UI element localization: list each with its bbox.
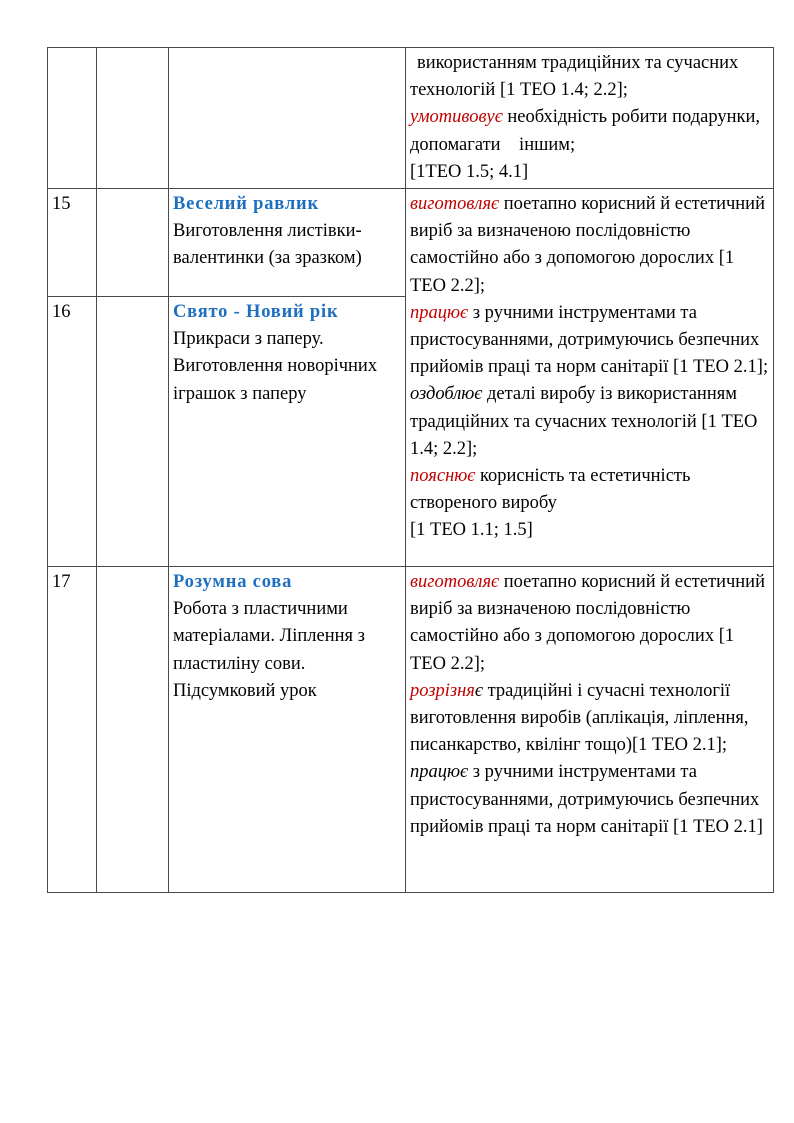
topic-title: Розумна сова [173, 572, 293, 593]
topic-cell [169, 567, 406, 893]
outcomes-cell [406, 567, 774, 893]
text-run: традиційні і сучасні технології виготовлення виробів (аплікація, ліплення, писанкарство, квілінг тощо)[1 ТЕО 2.1]; [410, 680, 754, 756]
topic-title: Свято - Новий рік [173, 302, 339, 323]
topic-cell [169, 48, 406, 189]
topic-title: Веселий равлик [173, 194, 319, 215]
lesson-number-cell: 15 [48, 189, 97, 297]
outcome-paragraph [410, 191, 769, 300]
outcome-paragraph [410, 104, 769, 158]
outcomes-cell [406, 189, 774, 567]
text-run: з ручними інструментами та пристосуваннями, дотримуючись безпечних прийомів праці та норм санітарії [1 ТЕО 2.1] [410, 762, 764, 837]
text-run: поетапно корисний й естетичний виріб за визначеною послідовністю самостійно або з допомогою дорослих [1 ТЕО 2.2]; [410, 194, 770, 296]
outcome-paragraph [410, 463, 769, 517]
text-run: [1 ТЕО 1.1; 1.5] [410, 520, 533, 541]
outcome-verb-italic: є [474, 680, 483, 701]
topic-cell [169, 297, 406, 567]
outcome-paragraph [410, 50, 769, 104]
outcome-paragraph [410, 517, 769, 544]
outcome-paragraph [410, 569, 769, 678]
outcome-paragraph [410, 300, 773, 463]
text-run: з ручними інструментами та пристосуваннями, дотримуючись безпечних прийомів праці та норм санітарії [1 ТЕО 2.1]; [410, 302, 773, 378]
outcome-verb-italic: оздоблює [410, 384, 483, 405]
date-cell [97, 297, 169, 567]
outcome-verb-red: виготовляє [410, 194, 500, 215]
text-run: [1ТЕО 1.5; 4.1] [410, 161, 529, 182]
text-run: необхідність робити подарунки, допомагати іншим; [410, 107, 765, 155]
date-cell [97, 567, 169, 893]
text-run: деталі виробу із використанням традиційних та сучасних технологій [1 ТЕО 1.4; 2.2]; [410, 384, 763, 459]
outcome-paragraph [410, 678, 769, 841]
outcome-verb-red: пояснює [410, 466, 476, 487]
topic-description: Виготовлення листівки-валентинки (за зразком) [173, 221, 362, 269]
topic-description: Робота з пластичними матеріалами. Ліплення з пластиліну сови. Підсумковий урок [173, 599, 365, 701]
text-run: використанням традиційних та сучасних технологій [1 ТЕО 1.4; 2.2]; [410, 53, 743, 101]
outcome-verb-red: виготовляє [410, 572, 500, 593]
table-row [48, 48, 774, 189]
outcome-verb-red: працює [410, 302, 469, 323]
lesson-number-cell [48, 48, 97, 189]
lesson-number-cell: 17 [48, 567, 97, 893]
outcomes-cell [406, 48, 774, 189]
table-row [48, 189, 774, 297]
topic-cell [169, 189, 406, 297]
date-cell [97, 48, 169, 189]
table-row [48, 567, 774, 893]
outcome-paragraph [410, 159, 769, 186]
lesson-table-body [48, 48, 774, 893]
outcome-verb-red: розрізня [410, 680, 475, 701]
outcome-verb-red: умотивовує [410, 107, 503, 128]
topic-description: Прикраси з паперу. Виготовлення новорічних іграшок з паперу [173, 329, 378, 404]
lesson-number-cell: 16 [48, 297, 97, 567]
outcome-verb-italic: працює [410, 762, 469, 783]
text-run: поетапно корисний й естетичний виріб за визначеною послідовністю самостійно або з допомогою дорослих [1 ТЕО 2.2]; [410, 572, 770, 674]
text-run: корисність та естетичність створеного виробу [410, 466, 696, 514]
lesson-plan-table [47, 47, 774, 893]
date-cell [97, 189, 169, 297]
